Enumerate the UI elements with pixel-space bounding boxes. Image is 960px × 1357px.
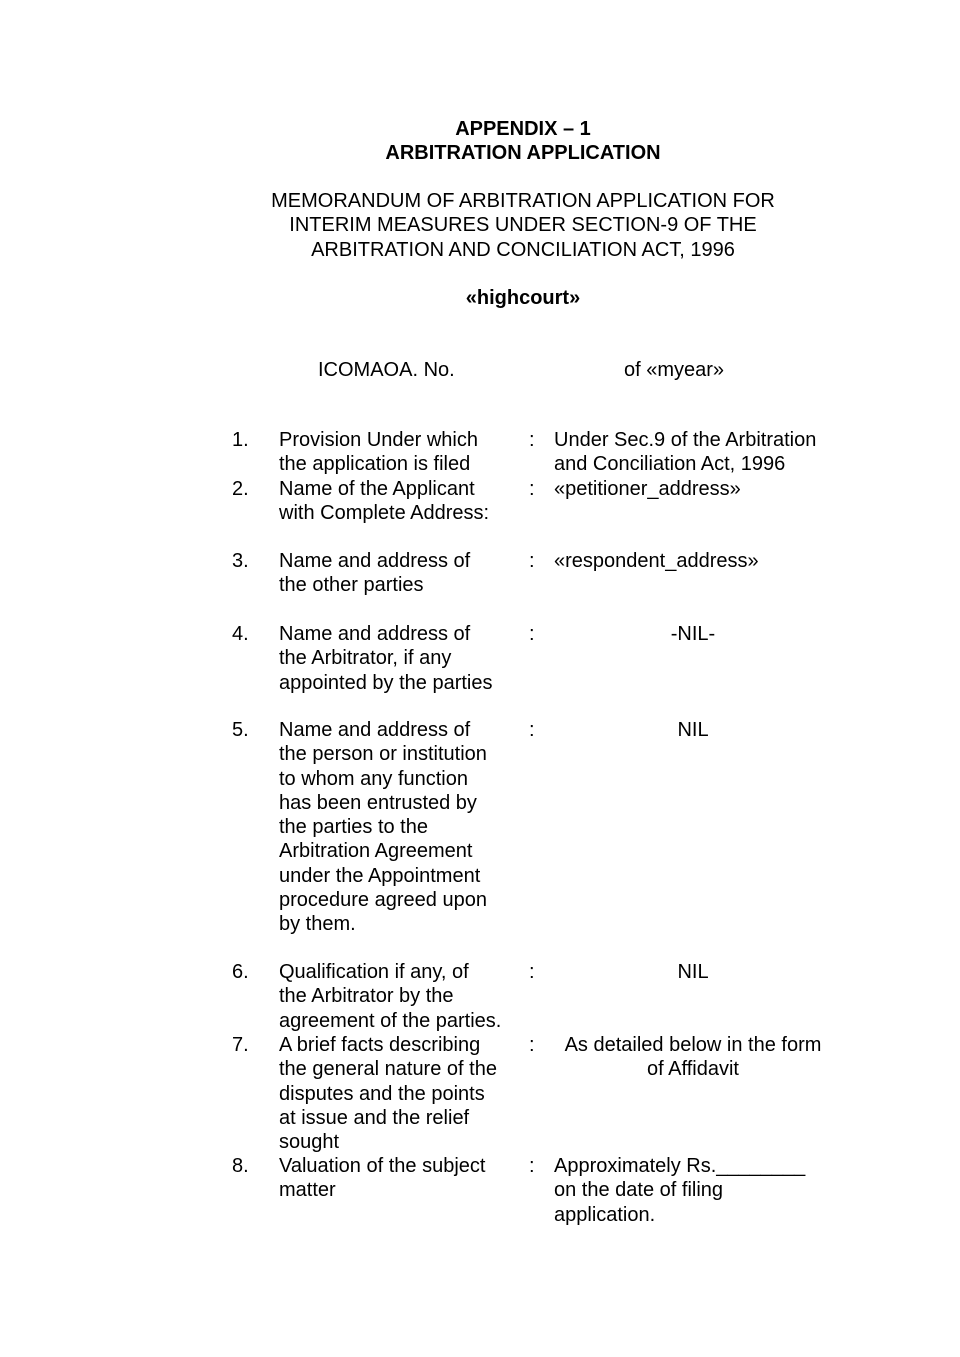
label-line: the person or institution	[279, 743, 487, 766]
label-line: Name and address of	[279, 719, 471, 741]
label-line: with Complete Address:	[279, 502, 490, 525]
document-heading	[246, 117, 800, 166]
item-value	[554, 622, 832, 646]
value-line: Under Sec.9 of the Arbitration	[554, 429, 817, 451]
memorandum-line: MEMORANDUM OF ARBITRATION APPLICATION FOR	[271, 190, 775, 212]
label-line: the Arbitrator by the	[279, 985, 454, 1008]
value-line: «petitioner_address»	[554, 478, 741, 500]
item-colon: :	[529, 478, 535, 500]
court-name: «highcourt»	[465, 287, 581, 309]
label-line: procedure agreed upon	[279, 889, 487, 912]
item-label	[279, 1154, 519, 1203]
label-line: has been entrusted by	[279, 791, 477, 814]
label-line: at issue and the relief	[279, 1106, 470, 1129]
memorandum-line: INTERIM MEASURES UNDER SECTION-9 OF THE	[289, 214, 757, 237]
item-label	[279, 477, 519, 526]
item-number: 2.	[232, 478, 249, 500]
label-line: sought	[279, 1131, 340, 1154]
item-number: 3.	[232, 550, 249, 572]
value-line: application.	[554, 1203, 656, 1226]
item-label	[279, 718, 519, 937]
label-line: Valuation of the subject	[279, 1155, 486, 1177]
item-label	[279, 428, 519, 477]
label-line: under the Appointment	[279, 864, 481, 887]
label-line: Name and address of	[279, 623, 471, 645]
memorandum-line: ARBITRATION AND CONCILIATION ACT, 1996	[311, 238, 735, 261]
item-value	[554, 477, 834, 501]
item-colon: :	[529, 1155, 535, 1177]
label-line: the parties to the	[279, 816, 428, 839]
item-colon: :	[529, 550, 535, 572]
label-line: Name of the Applicant	[279, 478, 475, 500]
value-line: As detailed below in the form	[564, 1034, 822, 1056]
label-line: disputes and the points	[279, 1082, 485, 1105]
case-year-label: of «myear»	[624, 359, 725, 381]
item-value	[554, 1154, 834, 1227]
label-line: Provision Under which	[279, 429, 478, 451]
appendix-title: APPENDIX – 1	[455, 118, 591, 140]
item-number: 8.	[232, 1155, 249, 1177]
memorandum-title	[246, 189, 800, 262]
label-line: Name and address of	[279, 550, 471, 572]
label-line: A brief facts describing	[279, 1034, 481, 1056]
label-line: by them.	[279, 913, 356, 936]
label-line: agreement of the parties.	[279, 1009, 502, 1032]
value-line: on the date of filing	[554, 1179, 724, 1202]
value-line: and Conciliation Act, 1996	[554, 453, 786, 476]
value-line: NIL	[677, 961, 709, 983]
application-title: ARBITRATION APPLICATION	[385, 142, 661, 165]
value-line: of Affidavit	[647, 1058, 739, 1081]
item-colon: :	[529, 623, 535, 645]
label-line: the application is filed	[279, 453, 471, 476]
label-line: appointed by the parties	[279, 671, 493, 694]
value-line: -NIL-	[670, 623, 716, 645]
label-line: the general nature of the	[279, 1058, 497, 1081]
value-line: «respondent_address»	[554, 550, 759, 572]
value-line: NIL	[677, 719, 709, 741]
item-number: 7.	[232, 1034, 249, 1056]
label-line: the other parties	[279, 574, 424, 597]
item-label	[279, 549, 519, 598]
item-number: 5.	[232, 719, 249, 741]
item-number: 1.	[232, 429, 249, 451]
item-colon: :	[529, 961, 535, 983]
value-line: Approximately Rs.________	[554, 1155, 806, 1177]
item-colon: :	[529, 1034, 535, 1056]
label-line: to whom any function	[279, 767, 468, 790]
item-value	[554, 549, 834, 573]
item-number: 6.	[232, 961, 249, 983]
item-label	[279, 622, 519, 695]
label-line: matter	[279, 1179, 336, 1202]
case-number-label: ICOMAOA. No.	[318, 359, 455, 381]
label-line: Arbitration Agreement	[279, 840, 473, 863]
item-value	[554, 1033, 832, 1082]
label-line: the Arbitrator, if any	[279, 647, 452, 670]
item-value	[554, 428, 834, 477]
item-label	[279, 960, 519, 1033]
label-line: Qualification if any, of	[279, 961, 469, 983]
item-value	[554, 960, 832, 984]
item-label	[279, 1033, 519, 1154]
item-colon: :	[529, 719, 535, 741]
item-colon: :	[529, 429, 535, 451]
item-value	[554, 718, 832, 742]
item-number: 4.	[232, 623, 249, 645]
